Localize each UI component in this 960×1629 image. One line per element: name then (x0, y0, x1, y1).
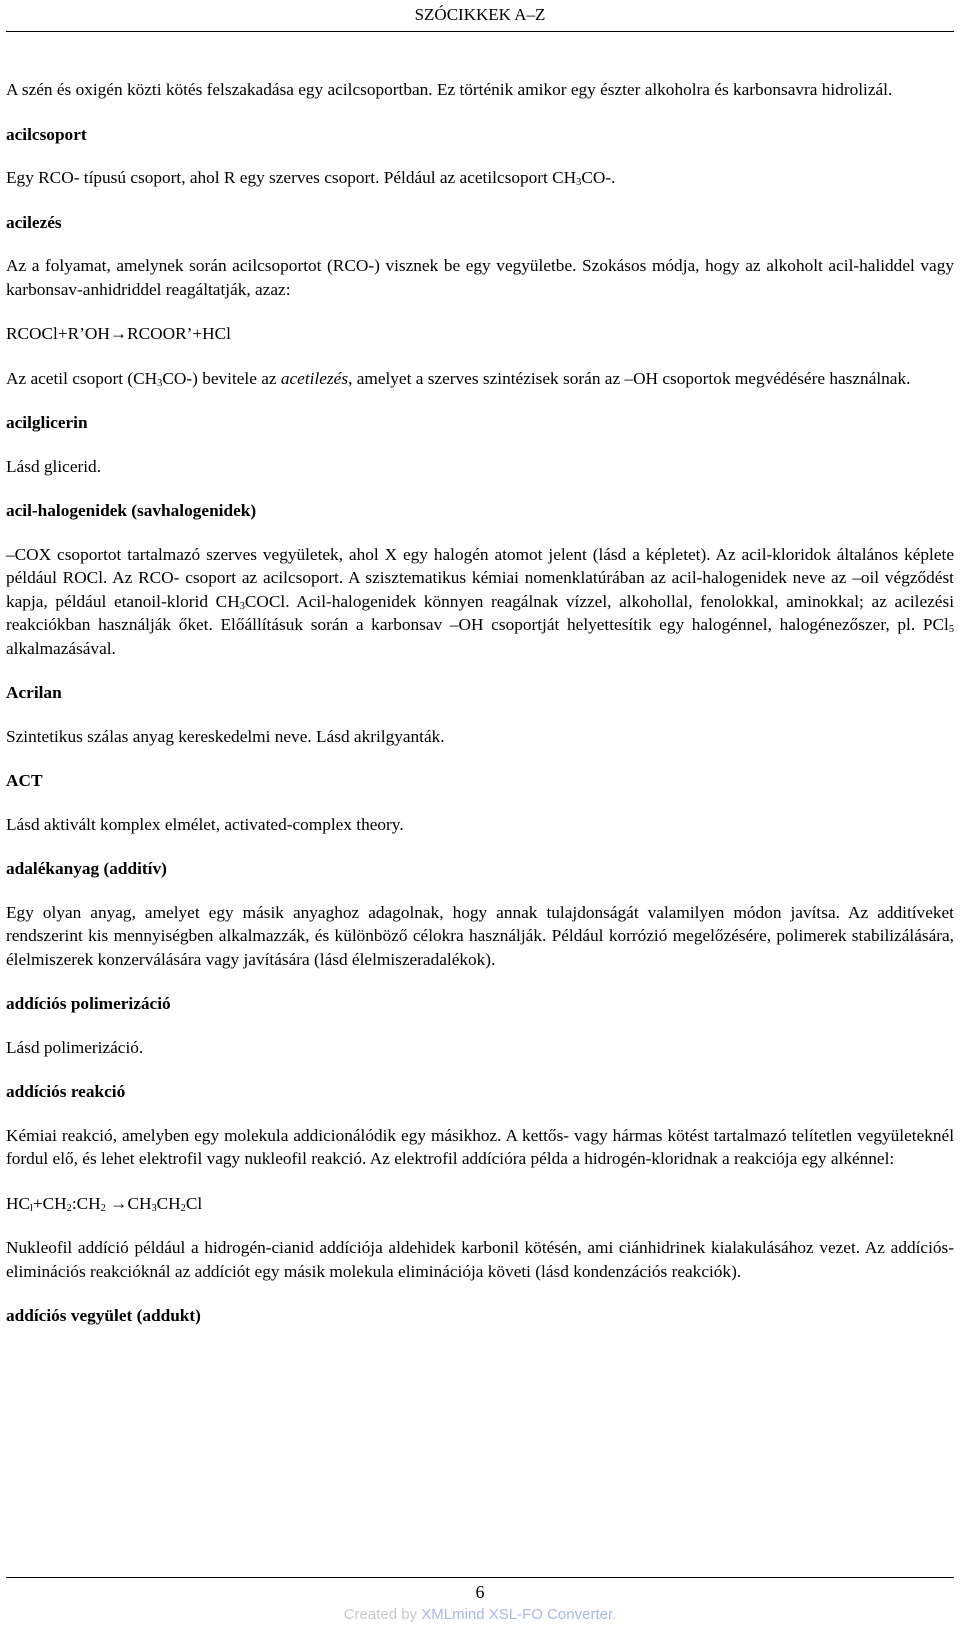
page-number: 6 (475, 1582, 485, 1602)
credit-prefix: Created by (343, 1606, 422, 1623)
entry-def-acilezes-2 (6, 367, 954, 391)
entry-def-act: Lásd aktivált komplex elmélet, activated-complex theory. (6, 814, 404, 834)
subscript: 5 (948, 624, 954, 635)
entry-def-addicios-reakcio: Kémiai reakció, amelyben egy molekula addicionálódik egy másikhoz. A kettős- vagy hármas kötést tartalmazó telítetlen vegyületeknél fordul elő, és lehet elektrofil vagy nukleofil reakció. Az elektrofil addícióra példa a hidrogén-kloridnak a reakciója egy alkénnel: (6, 1125, 954, 1168)
entry-term-acilcsoport: acilcsoport (6, 124, 87, 144)
text-run: CH (156, 1193, 181, 1213)
equation-addicios-reakcio (6, 1192, 954, 1216)
entry-def-acrilan: Szintetikus szálas anyag kereskedelmi neve. Lásd akrilgyanták. (6, 726, 445, 746)
entry-term-acilezes: acilezés (6, 212, 62, 232)
entry-term-acil-halogenidek: acil-halogenidek (savhalogenidek) (6, 501, 257, 520)
text-run: CO-. (581, 168, 616, 187)
entry-def-acilcsoport (6, 166, 954, 190)
entry-def-adalekanyag: Egy olyan anyag, amelyet egy másik anyaghoz adagolnak, hogy annak tulajdonságát valamilyen módon javítsa. Az additíveket rendszerint kis mennyiségben alkalmazzák, és különböző célokra használják. Például korrózió megelőzésére, polimerek stabilizálására, élelmiszerek konzerválására vagy javítására (lásd élelmiszeradalékok). (6, 902, 954, 969)
text-run: CO-) bevitele az (162, 368, 281, 388)
entry-def-addicios-reakcio-2: Nukleofil addíció például a hidrogén-cianid addíciója aldehidek karbonil kötésén, ami ciánhidrinek kialakulásához vezet. Az addíciós-eliminációs reakcióknál az addíciót egy másik molekula eliminációja követi (lásd kondenzációs reakciók). (6, 1238, 954, 1281)
header-rule (6, 31, 954, 32)
subscript: l (30, 1202, 33, 1214)
entry-term-addicios-reakcio: addíciós reakció (6, 1082, 126, 1101)
equation-acilezes: RCOCl+R’OH→RCOOR’+HCl (6, 324, 231, 343)
footer-rule (6, 1577, 954, 1578)
entry-term-act: ACT (6, 771, 43, 790)
text-run: COCl. Acil-halogenidek könnyen reagálnak vízzel, alkohollal, fenolokkal, aminokkal; az acilezési reakciókban használják őket. Előállításuk során a karbonsav –OH csoportját helyettesítik egy halogénnel, halogénezőszer, pl. PCl (6, 591, 955, 634)
subscript: 3 (239, 600, 245, 612)
entry-def-addicios-polimerizacio: Lásd polimerizáció. (6, 1037, 144, 1057)
entry-term-addicios-vegyulet: addíciós vegyület (addukt) (6, 1306, 201, 1325)
page-content (6, 78, 954, 1348)
intro-paragraph: A szén és oxigén közti kötés felszakadása egy acilcsoportban. Ez történik amikor egy észter alkoholra és karbonsavra hidrolizál. (6, 80, 893, 99)
subscript: 2 (66, 1202, 72, 1214)
text-run: alkalmazásával. (6, 638, 116, 658)
entry-def-acilezes: Az a folyamat, amelynek során acilcsoportot (RCO-) visznek be egy vegyületbe. Szokásos módja, hogy az alkoholt acil-haliddel vagy karbonsav-anhidriddel reagáltatják, azaz: (6, 256, 954, 299)
entry-def-acilglicerin: Lásd glicerid. (6, 456, 102, 476)
subscript: 3 (151, 1202, 157, 1214)
entry-term-acilglicerin: acilglicerin (6, 413, 88, 432)
header-title: SZÓCIKKEK A–Z (414, 5, 546, 24)
emphasis-term: acetilezés (280, 368, 349, 388)
running-header (0, 0, 960, 30)
converter-credit (0, 1606, 960, 1623)
entry-term-acrilan: Acrilan (6, 683, 62, 702)
text-run: Cl (185, 1193, 203, 1213)
text-run: , amelyet a szerves szintézisek során az –OH csoportok megvédésére használnak. (348, 368, 911, 388)
text-run: +CH (32, 1193, 67, 1213)
text-run: :CH (71, 1193, 101, 1213)
subscript: 3 (576, 177, 582, 188)
text-run: –COX csoportot tartalmazó szerves vegyületek, ahol X egy halogén atomot jelent (lásd a képletet). Az acil-kloridok általános képlete például ROCl. Az RCO- csoport az acilcsoport. A szisztematikus kémiai nomenklatúrában az acil-halogenidek neve az –oil végződést kapja, például etanoil-klorid CH (6, 544, 954, 611)
text-run: →CH (105, 1193, 152, 1213)
subscript: 2 (180, 1202, 186, 1214)
subscript: 3 (157, 377, 163, 389)
subscript: 2 (100, 1202, 106, 1214)
text-run: Egy RCO- típusú csoport, ahol R egy szerves csoport. Például az acetilcsoport CH (6, 168, 577, 187)
entry-term-addicios-polimerizacio: addíciós polimerizáció (6, 994, 171, 1013)
entry-term-adalekanyag: adalékanyag (additív) (6, 859, 167, 878)
text-run: Az acetil csoport (CH (6, 368, 158, 388)
credit-brand-link[interactable]: XMLmind XSL-FO Converter (421, 1606, 613, 1623)
entry-def-acil-halogenidek (6, 543, 954, 661)
credit-suffix: . (612, 1606, 617, 1623)
text-run: HC (6, 1193, 31, 1213)
